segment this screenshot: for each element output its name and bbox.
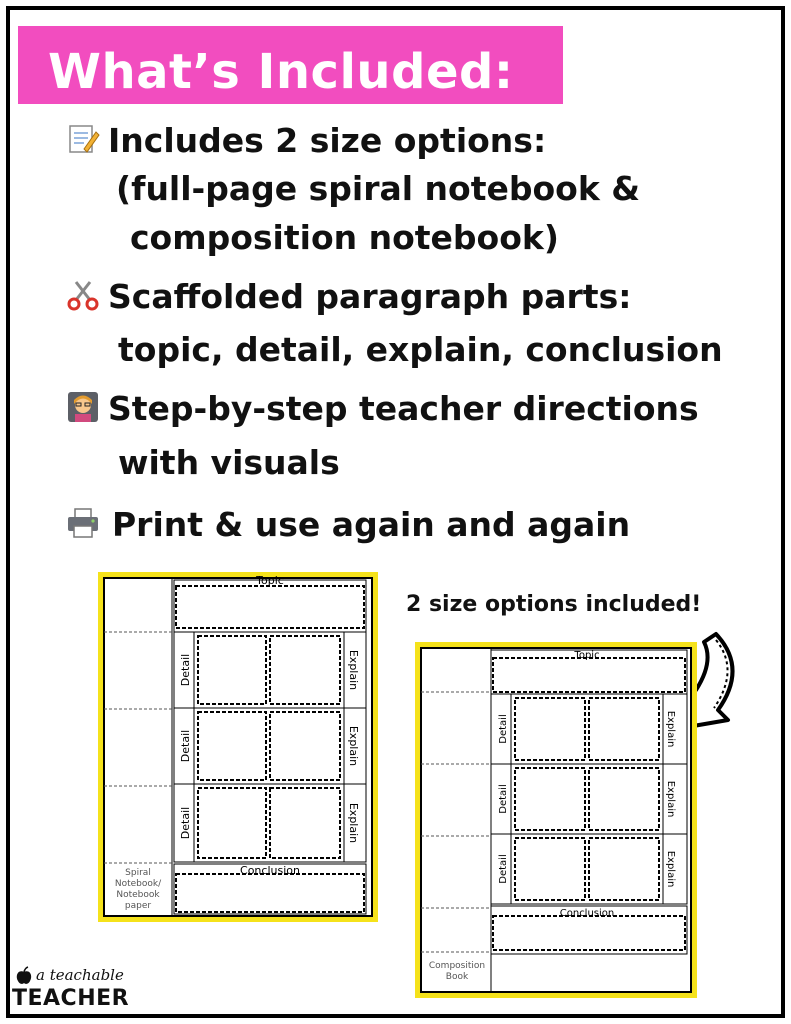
scissors-icon <box>66 278 100 312</box>
detail-label: Detail <box>179 806 192 840</box>
bullet-3-line-2: with visuals <box>118 443 340 482</box>
bullet-4-line-1: Print & use again and again <box>112 505 631 544</box>
topic-label: Topic <box>256 574 284 587</box>
size-options-callout: 2 size options included! <box>406 592 702 617</box>
paper-label-line: paper <box>124 901 152 911</box>
paper-label-line: Notebook/ <box>114 879 162 889</box>
page-title: What’s Included: <box>48 44 514 100</box>
title-banner <box>18 26 563 104</box>
explain-label: Explain <box>347 725 360 767</box>
teacher-icon <box>66 390 100 424</box>
memo-icon <box>66 122 100 156</box>
detail-label: Detail <box>498 784 509 814</box>
explain-label: Explain <box>347 649 360 691</box>
logo-tagline: a teachable <box>36 966 124 984</box>
paper-label-line: Book <box>445 972 469 982</box>
detail-label: Detail <box>179 729 192 763</box>
bullet-2-line-1: Scaffolded paragraph parts: <box>108 277 632 316</box>
apple-icon <box>14 966 34 986</box>
bullet-1-line-1: Includes 2 size options: <box>108 121 547 160</box>
bullet-1-line-2: (full-page spiral notebook & <box>116 169 641 208</box>
topic-label: Topic <box>574 650 600 661</box>
explain-label: Explain <box>665 850 676 888</box>
bullet-3-line-1: Step-by-step teacher directions <box>108 389 699 428</box>
bullet-2-line-2: topic, detail, explain, conclusion <box>118 330 723 369</box>
bullet-1-line-3: composition notebook) <box>130 218 559 257</box>
logo-wordmark: TEACHER <box>12 986 130 1011</box>
conclusion-label: Conclusion <box>559 908 615 919</box>
explain-label: Explain <box>665 780 676 818</box>
printer-icon <box>66 506 100 540</box>
explain-label: Explain <box>665 710 676 748</box>
detail-label: Detail <box>498 714 509 744</box>
spiral-notebook-sheet <box>94 566 384 926</box>
paper-label-line: Composition <box>428 961 486 971</box>
conclusion-label: Conclusion <box>240 864 300 877</box>
composition-book-sheet <box>413 640 703 1000</box>
explain-label: Explain <box>347 802 360 844</box>
paper-label-line: Spiral <box>125 868 151 878</box>
detail-label: Detail <box>179 653 192 687</box>
detail-label: Detail <box>498 854 509 884</box>
paper-label-line: Notebook <box>116 890 160 900</box>
topic-box <box>174 580 366 632</box>
